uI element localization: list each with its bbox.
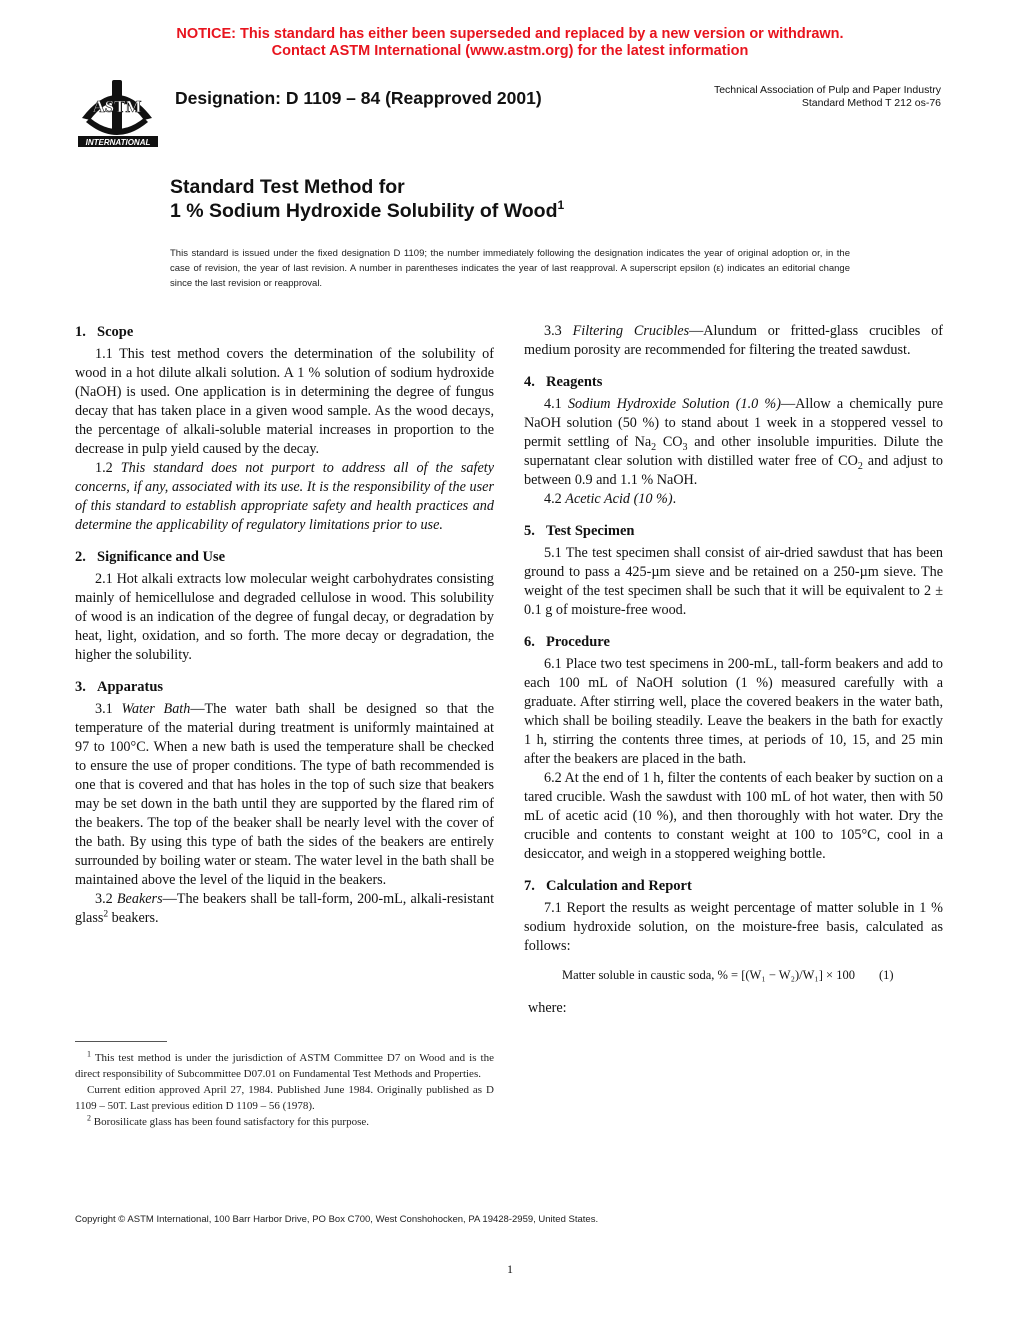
paragraph-text-end: . <box>672 491 677 507</box>
logo-subtitle: INTERNATIONAL <box>85 138 151 147</box>
term: Acetic Acid <box>565 491 631 507</box>
subscript: 2 <box>857 460 863 472</box>
paragraph-number: 3.3 <box>544 323 573 339</box>
paragraph-number: 4.1 <box>544 396 568 412</box>
paragraph-1-2 <box>75 459 494 535</box>
footnote-text: This test method is under the jurisdiction of ASTM Committee D7 on Wood and is the direct responsibility of Subcommittee D07.01 on Fundamental Test Methods and Properties. <box>75 1052 494 1080</box>
paragraph-text: and other insoluble impurities. Dilute the supernatant clear solution with distilled water free of CO <box>524 434 944 469</box>
left-column <box>75 322 494 928</box>
subscript: 2 <box>651 441 657 453</box>
term: Beakers <box>116 891 163 907</box>
footnote-1-edition: Current edition approved April 27, 1984. Published June 1984. Originally published as D 1109 – 50T. Last previous edition D 1109 – 56 (1978). <box>75 1084 494 1112</box>
section-heading-scope <box>75 323 494 342</box>
paragraph-6-1: 6.1 Place two test specimens in 200-mL, tall-form beakers and add to each 100 mL of NaOH solution (1 %) measured carefully with a graduate. After stirring well, place the covered beakers in the water bath, which shall be boiling steadily. Leave the beakers in the bath for exactly 1 h, stirring the contents three times, at periods of 10, 15, and 25 min after the beakers are placed in the bath. <box>524 656 943 767</box>
logo-text: ASTM <box>92 97 142 116</box>
paragraph-text: and adjust to between 0.9 and 1.1 % NaOH. <box>524 453 943 488</box>
paragraph-4-2 <box>524 490 943 509</box>
paragraph-5-1: 5.1 The test specimen shall consist of air-dried sawdust that has been ground to pass a 425-µm sieve and be retained on a 250-µm sieve. The weight of the test specimen shall be such that it will be equivalent to 2 ± 0.1 g of moisture-free wood. <box>524 545 943 618</box>
section-title: Calculation and Report <box>546 878 692 894</box>
paragraph-7-1: 7.1 Report the results as weight percentage of matter soluble in 1 % sodium hydroxide solution, on the moisture-free basis, calculated as follows: <box>524 900 943 954</box>
section-heading-significance <box>75 548 494 567</box>
footnote-mark: 1 <box>87 1049 91 1059</box>
where-label: where: <box>528 1000 567 1016</box>
title-line-2 <box>170 199 564 223</box>
footnote-mark: 2 <box>103 909 109 920</box>
copyright: Copyright © ASTM International, 100 Barr Harbor Drive, PO Box C700, West Conshohocken, PA 19428-2959, United States. <box>75 1214 599 1225</box>
concentration: (1.0 %) <box>729 396 781 412</box>
paragraph-6-2: 6.2 At the end of 1 h, filter the contents of each beaker by suction on a tared crucible. Wash the sawdust with 100 mL of hot water, then with 50 mL of acetic acid (10 %), and then thoroughly with hot water. Dry the crucible and contents to constant weight at 100 to 105°C, cool in a desiccator, and weigh in a stoppered weighing bottle. <box>524 770 943 862</box>
page-number: 1 <box>507 1262 513 1276</box>
paragraph-number: 3.1 <box>95 701 122 717</box>
section-title: Apparatus <box>97 679 164 695</box>
notice-line-1: NOTICE: This standard has either been superseded and replaced by a new version or withdrawn. <box>176 26 844 42</box>
paragraph-text: CO <box>656 434 683 450</box>
section-title: Reagents <box>546 374 603 390</box>
footnotes <box>75 1050 494 1130</box>
paragraph-text: —Alundum or fritted-glass crucibles of medium porosity are recommended for filtering the treated sawdust. <box>524 323 943 358</box>
equation-number: (1) <box>878 968 894 982</box>
section-number: 5. <box>524 523 535 539</box>
section-number: 2. <box>75 549 86 565</box>
astm-logo <box>72 78 162 150</box>
section-heading-reagents <box>524 373 943 392</box>
section-heading-apparatus <box>75 678 494 697</box>
paragraph-number: 1.2 <box>95 460 121 476</box>
paragraph-3-2 <box>75 890 494 928</box>
section-title: Procedure <box>546 634 610 650</box>
designation: Designation: D 1109 – 84 (Reapproved 2001) <box>175 88 542 108</box>
section-number: 3. <box>75 679 86 695</box>
footnote-1 <box>75 1050 494 1082</box>
notice-line-2: Contact ASTM International (www.astm.org) for the latest information <box>271 43 749 59</box>
equation-1 <box>562 966 943 985</box>
paragraph-text-end: beakers. <box>108 910 159 926</box>
footnote-mark: 2 <box>87 1113 91 1123</box>
section-title: Significance and Use <box>97 549 226 565</box>
paragraph-3-3 <box>524 322 943 360</box>
section-title: Test Specimen <box>546 523 635 539</box>
section-title: Scope <box>97 324 134 340</box>
paragraph-number: 3.2 <box>95 891 117 907</box>
paragraph-3-1 <box>75 700 494 890</box>
section-heading-calculation <box>524 877 943 896</box>
paragraph-text: —The beakers shall be tall-form, 200-mL, alkali-resistant glass <box>75 891 495 926</box>
term: Filtering Crucibles <box>572 323 690 339</box>
notice-banner <box>0 26 1020 60</box>
paragraph-text: —The water bath shall be designed so that the temperature of the material during treatment is uniformly maintained at 97 to 100°C. When a new bath is used the temperature shall be checked to ensure the use of proper conditions. The type of bath recommended is one that is covered and that has holes in the top of such size that beakers may be set down in the bath until they are supported by the flared rim of the beakers. The top of the beaker shall be nearly level with the cover of the bath. By using this type of bath the sides of the beakers are entirely surrounded by boiling water or steam. The water level in the bath shall be maintained above the level of the liquid in the beakers. <box>75 701 494 888</box>
tappi-line-1: Technical Association of Pulp and Paper Industry <box>713 84 941 96</box>
paragraph-2-1: 2.1 Hot alkali extracts low molecular weight carbohydrates consisting mainly of hemicellulose and degraded cellulose in wood. This solubility of wood is an indication of the degree of fungal decay, or degradation by heat, light, oxidation, and so forth. The more decay or degradation, the higher the solubility. <box>75 571 494 663</box>
footnote-2 <box>75 1114 494 1130</box>
paragraph-text: —Allow a chemically pure NaOH solution (50 %) to stand about 1 week in a stoppered vessel to permit settling of Na <box>524 396 943 450</box>
section-heading-procedure <box>524 633 943 652</box>
footnote-text: Borosilicate glass has been found satisfactory for this purpose. <box>91 1116 369 1128</box>
paragraph-1-1: 1.1 This test method covers the determination of the solubility of wood in a hot dilute alkali solution. A 1 % solution of sodium hydroxide (NaOH) is used. One application is in determining the degree of fungus decay that has taken place in a given wood sample. As the wood decays, the percentage of alkali-soluble material increases in proportion to the decrease in pulp yield caused by the decay. <box>75 346 494 457</box>
section-number: 1. <box>75 324 86 340</box>
tappi-line-2: Standard Method T 212 os-76 <box>801 97 941 109</box>
section-number: 7. <box>524 878 535 894</box>
document-title <box>170 175 564 223</box>
section-number: 6. <box>524 634 535 650</box>
paragraph-number: 4.2 <box>544 491 566 507</box>
footnote-divider <box>75 1041 167 1042</box>
right-column <box>524 322 943 1018</box>
safety-statement: This standard does not purport to address all of the safety concerns, if any, associated with its use. It is the responsibility of the user of this standard to establish appropriate safety and health practices and determine the applicability of regulatory limitations prior to use. <box>75 460 494 533</box>
section-number: 4. <box>524 374 535 390</box>
concentration: (10 %) <box>630 491 673 507</box>
term: Water Bath <box>121 701 191 717</box>
paragraph-4-1 <box>524 395 943 490</box>
title-main: 1 % Sodium Hydroxide Solubility of Wood <box>170 200 558 222</box>
section-heading-specimen <box>524 522 943 541</box>
term: Sodium Hydroxide Solution <box>567 396 730 412</box>
title-footnote-mark: 1 <box>557 198 565 212</box>
title-line-1: Standard Test Method for <box>170 176 405 198</box>
tappi-reference <box>714 84 941 110</box>
subscript: 3 <box>682 441 688 453</box>
issued-note: This standard is issued under the fixed designation D 1109; the number immediately following the designation indicates the year of original adoption or, in the case of revision, the year of last revision. A number in parentheses indicates the year of last reapproval. A superscript epsilon (ε) indicates an editorial change since the last revision or reapproval. <box>170 248 850 289</box>
equation-text: Matter soluble in caustic soda, % = [(W₁ − W₂)/W₁] × 100 <box>562 968 855 982</box>
